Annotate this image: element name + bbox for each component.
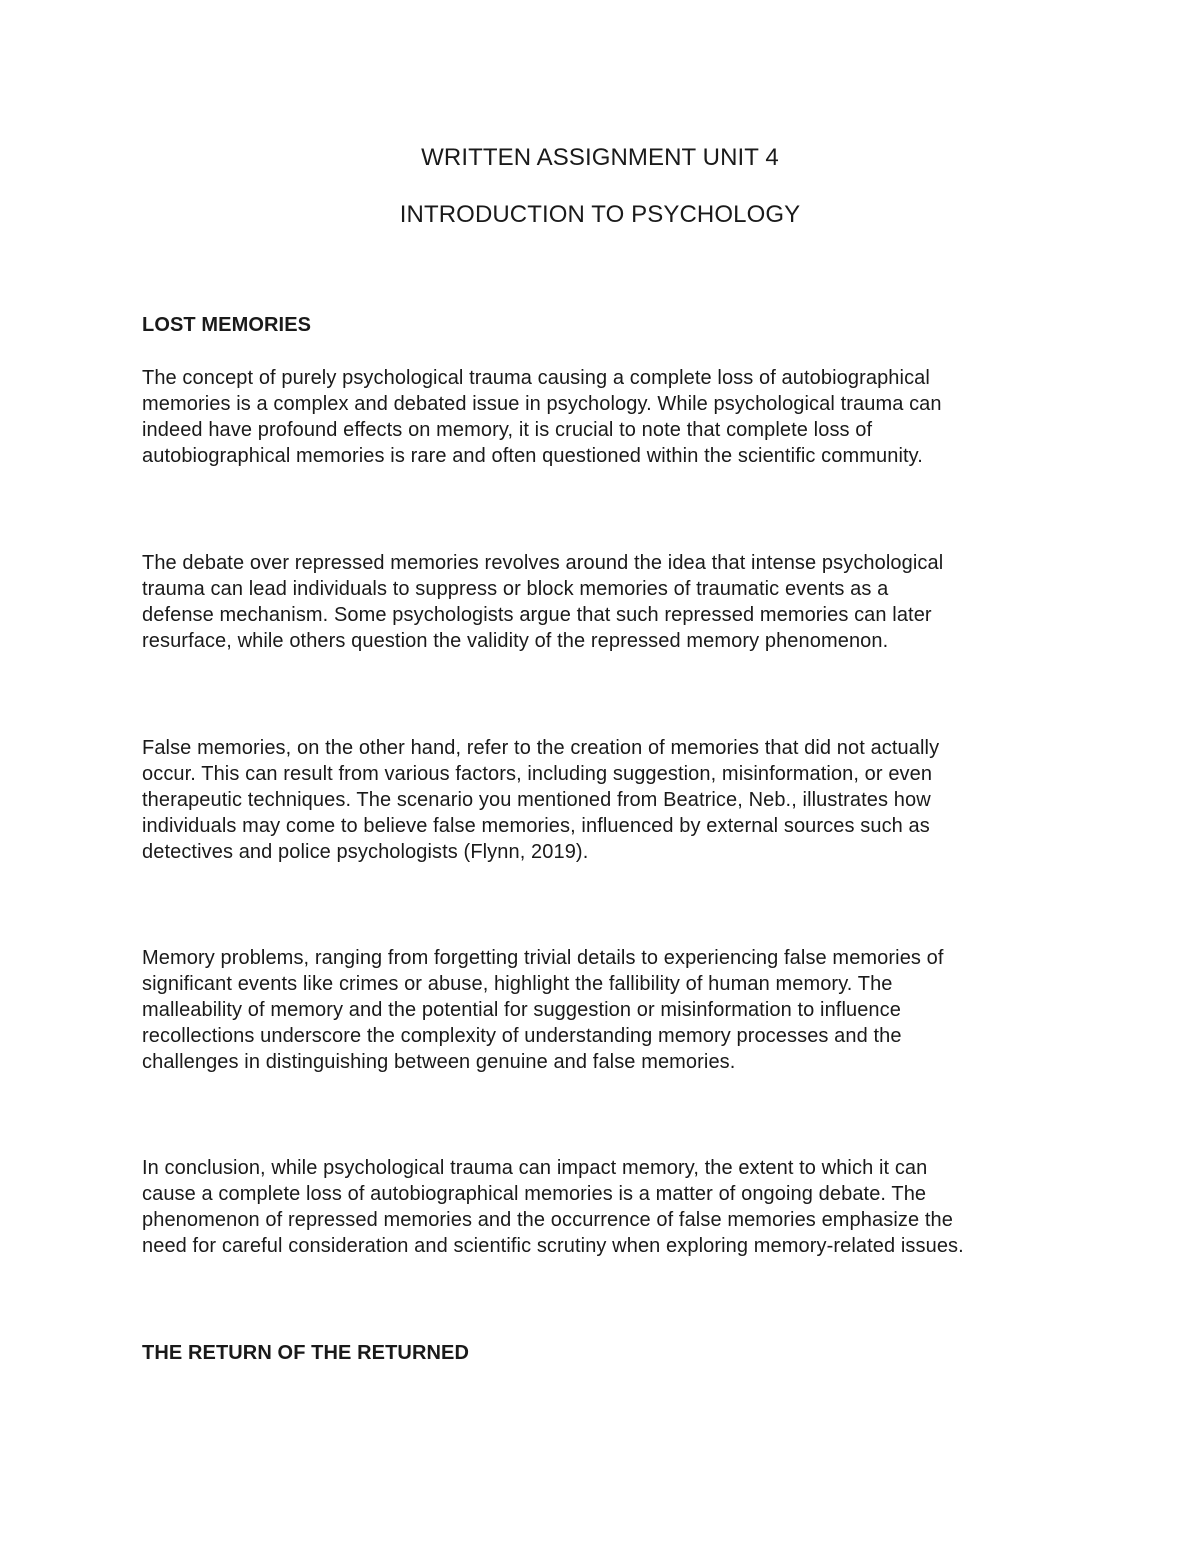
paragraph-memory-problems <box>142 945 1072 1075</box>
paragraph-line: occur. This can result from various factors, including suggestion, misinformation, or even <box>142 763 933 785</box>
paragraph-line: malleability of memory and the potential for suggestion or misinformation to influence <box>142 999 901 1021</box>
section-heading-return-of-the-returned: THE RETURN OF THE RETURNED <box>142 1342 470 1364</box>
paragraph-line: challenges in distinguishing between genuine and false memories. <box>142 1051 736 1073</box>
paragraph-line: In conclusion, while psychological trauma can impact memory, the extent to which it can <box>142 1157 928 1179</box>
paragraph-line: cause a complete loss of autobiographical memories is a matter of ongoing debate. The <box>142 1183 927 1205</box>
paragraph-line: trauma can lead individuals to suppress or block memories of traumatic events as a <box>142 578 889 600</box>
document-subtitle: INTRODUCTION TO PSYCHOLOGY <box>399 201 801 228</box>
paragraph-line: Memory problems, ranging from forgetting trivial details to experiencing false memories of <box>142 947 944 969</box>
paragraph-line: detectives and police psychologists (Flynn, 2019). <box>142 841 589 863</box>
paragraph-line: False memories, on the other hand, refer to the creation of memories that did not actually <box>142 737 940 759</box>
paragraph-line: individuals may come to believe false memories, influenced by external sources such as <box>142 815 930 837</box>
paragraph-repressed-memories <box>142 550 1072 654</box>
paragraph-line: The debate over repressed memories revolves around the idea that intense psychological <box>142 552 944 574</box>
paragraph-line: memories is a complex and debated issue in psychology. While psychological trauma can <box>142 393 942 415</box>
paragraph-line: recollections underscore the complexity of understanding memory processes and the <box>142 1025 902 1047</box>
paragraph-line: The concept of purely psychological trauma causing a complete loss of autobiographical <box>142 367 930 389</box>
paragraph-trauma-concept <box>142 365 1072 469</box>
paragraph-line: indeed have profound effects on memory, it is crucial to note that complete loss of <box>142 419 873 441</box>
paragraph-line: significant events like crimes or abuse, highlight the fallibility of human memory. The <box>142 973 893 995</box>
paragraph-conclusion <box>142 1155 1072 1259</box>
paragraph-line: phenomenon of repressed memories and the occurrence of false memories emphasize the <box>142 1209 953 1231</box>
paragraph-line: need for careful consideration and scientific scrutiny when exploring memory-related issues. <box>142 1235 964 1257</box>
paragraph-false-memories <box>142 735 1072 865</box>
paragraph-line: resurface, while others question the validity of the repressed memory phenomenon. <box>142 630 889 652</box>
paragraph-line: defense mechanism. Some psychologists argue that such repressed memories can later <box>142 604 932 626</box>
paragraph-line: autobiographical memories is rare and often questioned within the scientific community. <box>142 445 923 467</box>
document-title: WRITTEN ASSIGNMENT UNIT 4 <box>421 144 779 171</box>
section-heading-lost-memories: LOST MEMORIES <box>142 314 312 336</box>
paragraph-line: therapeutic techniques. The scenario you mentioned from Beatrice, Neb., illustrates how <box>142 789 931 811</box>
